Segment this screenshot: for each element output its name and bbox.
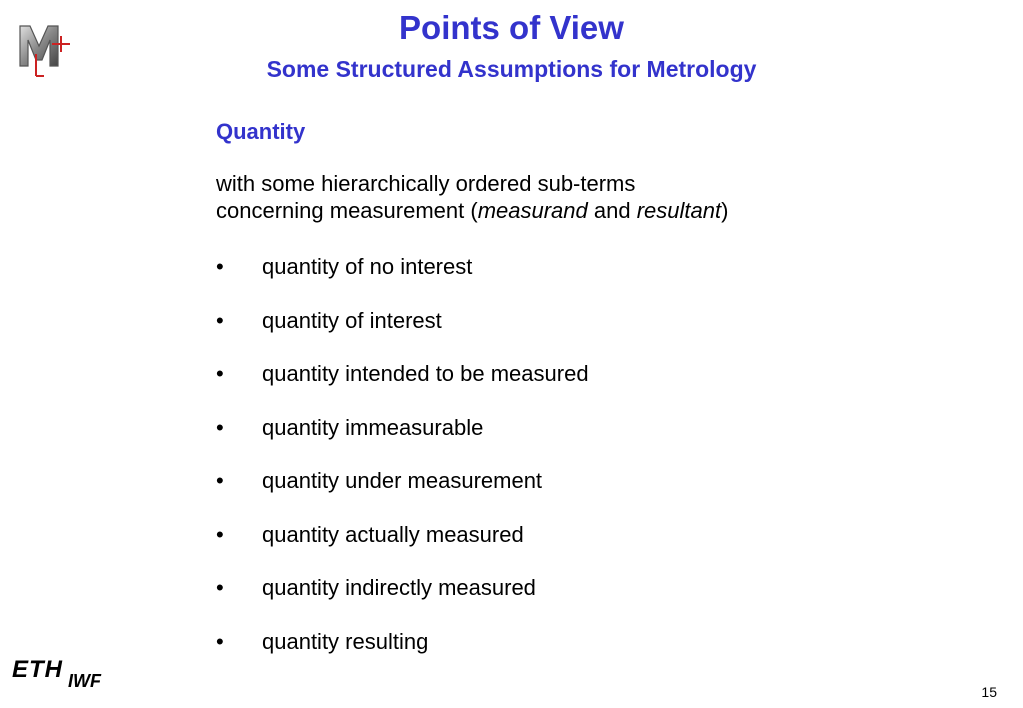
bullet-text: quantity of no interest [262,254,473,279]
intro-suffix: ) [721,198,729,223]
slide-content [216,118,916,654]
bullet-icon: • [216,307,224,333]
bullet-text: quantity under measurement [262,468,543,493]
bullet-icon: • [216,628,224,654]
section-heading: Quantity [216,119,306,144]
iwf-logo-text: IWF [68,671,101,691]
bullet-text: quantity immeasurable [262,414,484,440]
term-measurand: measurand [477,198,588,223]
page-subtitle: Some Structured Assumptions for Metrology [266,56,757,82]
bullet-icon: • [216,468,224,493]
bullet-text: quantity intended to be measured [262,361,589,386]
intro-text [216,170,916,224]
intro-and: and [587,198,637,223]
eth-iwf-logo [12,656,122,692]
intro-prefix: concerning measurement ( [216,198,478,223]
bullet-icon: • [216,254,224,279]
bullet-text: quantity resulting [262,628,429,654]
bullet-icon: • [216,521,224,547]
intro-line-1: with some hierarchically ordered sub-terms [216,171,636,196]
term-resultant: resultant [636,198,722,223]
page-title: Points of View [399,9,624,46]
bullet-icon: • [216,361,224,386]
eth-logo-text: ETH [12,656,63,683]
page-number: 15 [981,684,997,700]
bullet-icon: • [216,575,224,600]
bullet-text: quantity indirectly measured [262,575,536,600]
bullet-icon: • [216,414,224,440]
bullet-text: quantity actually measured [262,521,524,547]
bullet-text: quantity of interest [262,307,442,333]
intro-line-2 [216,197,916,224]
